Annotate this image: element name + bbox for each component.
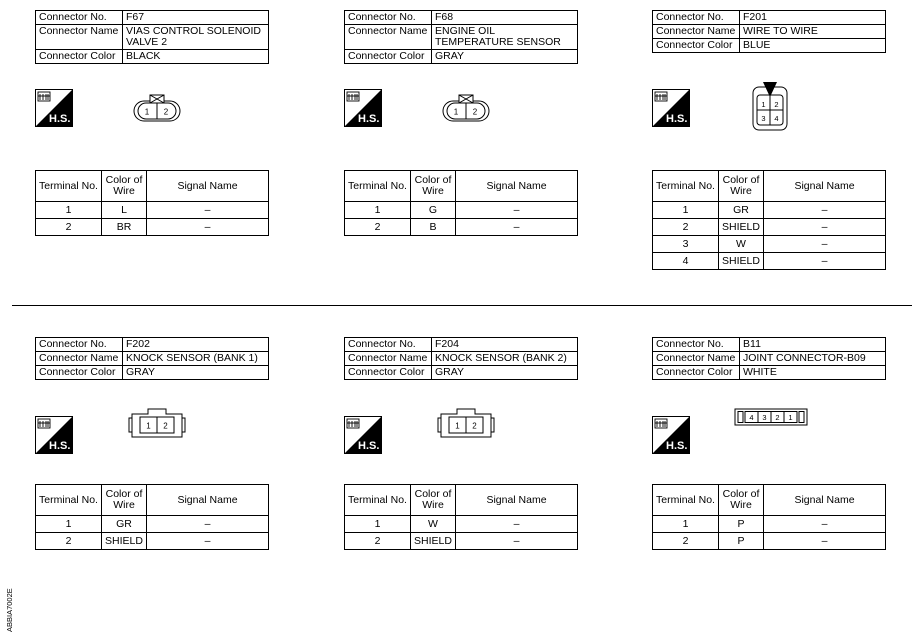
terminal-row [653, 253, 886, 270]
svg-text:2: 2 [472, 107, 478, 117]
connector-name-label: Connector Name [653, 25, 740, 39]
terminal-no: 2 [653, 533, 719, 550]
terminal-no-header: Terminal No. [653, 171, 719, 202]
terminal-no: 3 [653, 236, 719, 253]
connector-color-value: GRAY [432, 50, 578, 64]
terminal-no-header: Terminal No. [345, 485, 411, 516]
signal-name: – [456, 202, 578, 219]
signal-name: – [764, 533, 886, 550]
harness-side-icon [344, 89, 382, 127]
svg-text:1: 1 [788, 413, 793, 422]
connector-face-icon [133, 93, 183, 130]
hs-label: H.S. [666, 440, 688, 452]
connector-color-label: Connector Color [653, 366, 740, 380]
svg-text:2: 2 [163, 107, 169, 117]
connector-no-value: F67 [123, 11, 269, 25]
wire-color-header: Color of Wire [719, 171, 764, 202]
connector-face-icon [442, 93, 492, 130]
signal-name: – [456, 533, 578, 550]
connector-block-f201 [652, 10, 892, 267]
terminal-no: 1 [653, 202, 719, 219]
connector-no-value: F68 [432, 11, 578, 25]
connector-no-label: Connector No. [36, 338, 123, 352]
connector-block-f204 [344, 337, 584, 577]
wire-color-header: Color of Wire [102, 171, 147, 202]
wire-color: W [719, 236, 764, 253]
connector-block-f67 [35, 10, 275, 250]
terminal-table [35, 170, 269, 236]
terminal-table [344, 484, 578, 550]
connector-color-label: Connector Color [345, 366, 432, 380]
svg-text:2: 2 [775, 413, 780, 422]
connector-name-label: Connector Name [653, 352, 740, 366]
signal-name: – [764, 202, 886, 219]
connector-color-label: Connector Color [345, 50, 432, 64]
connector-info-table [344, 337, 578, 380]
connector-no-label: Connector No. [345, 338, 432, 352]
connector-face-icon [734, 407, 808, 432]
connector-info-table [35, 10, 269, 64]
terminal-no: 2 [653, 219, 719, 236]
figure-code [4, 582, 14, 632]
connector-face-icon [752, 81, 788, 136]
terminal-table [35, 484, 269, 550]
terminal-row [345, 533, 578, 550]
connector-info-table [652, 337, 886, 380]
wire-color-header: Color of Wire [411, 171, 456, 202]
connector-name-value: KNOCK SENSOR (BANK 2) [432, 352, 578, 366]
svg-text:2: 2 [472, 421, 477, 431]
svg-text:1: 1 [146, 421, 151, 431]
wire-color: P [719, 516, 764, 533]
connector-name-label: Connector Name [345, 25, 432, 50]
terminal-row [345, 202, 578, 219]
terminal-row [653, 202, 886, 219]
connector-block-b11 [652, 337, 892, 577]
svg-text:1: 1 [761, 100, 766, 109]
wire-color: GR [719, 202, 764, 219]
harness-side-icon [652, 416, 690, 454]
terminal-row [36, 516, 269, 533]
terminal-row [653, 236, 886, 253]
wire-color: SHIELD [719, 253, 764, 270]
connector-no-value: F204 [432, 338, 578, 352]
terminal-no: 1 [345, 202, 411, 219]
signal-name-header: Signal Name [147, 171, 269, 202]
connector-name-value: WIRE TO WIRE [740, 25, 886, 39]
connector-name-label: Connector Name [36, 352, 123, 366]
signal-name: – [147, 219, 269, 236]
hs-label: H.S. [49, 113, 71, 125]
signal-name: – [147, 533, 269, 550]
connector-color-label: Connector Color [36, 366, 123, 380]
terminal-no-header: Terminal No. [36, 485, 102, 516]
connector-no-value: F202 [123, 338, 269, 352]
signal-name-header: Signal Name [456, 485, 578, 516]
terminal-row [345, 219, 578, 236]
terminal-no: 2 [345, 533, 411, 550]
terminal-table [344, 170, 578, 236]
connector-color-value: BLUE [740, 39, 886, 53]
svg-text:3: 3 [762, 413, 767, 422]
harness-side-icon [35, 416, 73, 454]
terminal-no: 1 [36, 202, 102, 219]
terminal-no: 1 [653, 516, 719, 533]
signal-name: – [147, 202, 269, 219]
svg-text:2: 2 [163, 421, 168, 431]
connector-name-label: Connector Name [345, 352, 432, 366]
signal-name: – [764, 219, 886, 236]
terminal-row [653, 533, 886, 550]
connector-face-icon [437, 406, 495, 445]
signal-name: – [764, 236, 886, 253]
signal-name-header: Signal Name [764, 171, 886, 202]
section-divider [12, 305, 912, 306]
connector-no-label: Connector No. [653, 338, 740, 352]
wire-color: SHIELD [102, 533, 147, 550]
terminal-no-header: Terminal No. [36, 171, 102, 202]
harness-side-icon [652, 89, 690, 127]
terminal-table [652, 170, 886, 270]
connector-color-value: GRAY [123, 366, 269, 380]
connector-info-table [35, 337, 269, 380]
signal-name-header: Signal Name [456, 171, 578, 202]
harness-side-icon [35, 89, 73, 127]
connector-color-value: BLACK [123, 50, 269, 64]
wire-color: BR [102, 219, 147, 236]
connector-name-value: VIAS CONTROL SOLENOID VALVE 2 [123, 25, 269, 50]
connector-name-label: Connector Name [36, 25, 123, 50]
harness-side-icon [344, 416, 382, 454]
terminal-no-header: Terminal No. [653, 485, 719, 516]
connector-color-label: Connector Color [36, 50, 123, 64]
connector-color-label: Connector Color [653, 39, 740, 53]
svg-text:1: 1 [455, 421, 460, 431]
terminal-row [36, 533, 269, 550]
wire-color: P [719, 533, 764, 550]
terminal-no: 1 [36, 516, 102, 533]
connector-face-icon [128, 406, 186, 445]
svg-text:4: 4 [774, 114, 779, 123]
connector-color-value: WHITE [740, 366, 886, 380]
terminal-row [345, 516, 578, 533]
connector-block-f202 [35, 337, 275, 577]
wire-color-header: Color of Wire [102, 485, 147, 516]
terminal-no: 2 [345, 219, 411, 236]
terminal-no: 2 [36, 533, 102, 550]
terminal-row [653, 219, 886, 236]
hs-label: H.S. [358, 113, 380, 125]
svg-text:2: 2 [774, 100, 779, 109]
svg-text:ABBIA7002E: ABBIA7002E [5, 588, 14, 632]
connector-name-value: KNOCK SENSOR (BANK 1) [123, 352, 269, 366]
hs-label: H.S. [666, 113, 688, 125]
wire-color-header: Color of Wire [719, 485, 764, 516]
signal-name: – [456, 516, 578, 533]
signal-name: – [764, 253, 886, 270]
svg-text:4: 4 [749, 413, 754, 422]
connector-info-table [344, 10, 578, 64]
signal-name: – [764, 516, 886, 533]
connector-no-label: Connector No. [345, 11, 432, 25]
terminal-no: 4 [653, 253, 719, 270]
terminal-row [36, 202, 269, 219]
terminal-no: 1 [345, 516, 411, 533]
wire-color: GR [102, 516, 147, 533]
connector-info-table [652, 10, 886, 53]
wire-color: G [411, 202, 456, 219]
terminal-row [36, 219, 269, 236]
connector-no-label: Connector No. [36, 11, 123, 25]
terminal-row [653, 516, 886, 533]
connector-no-value: F201 [740, 11, 886, 25]
signal-name: – [456, 219, 578, 236]
connector-color-value: GRAY [432, 366, 578, 380]
signal-name-header: Signal Name [147, 485, 269, 516]
terminal-no: 2 [36, 219, 102, 236]
connector-no-label: Connector No. [653, 11, 740, 25]
svg-text:1: 1 [144, 107, 150, 117]
connector-name-value: ENGINE OIL TEMPERATURE SENSOR [432, 25, 578, 50]
connector-name-value: JOINT CONNECTOR-B09 [740, 352, 886, 366]
wire-color: L [102, 202, 147, 219]
wire-color: W [411, 516, 456, 533]
hs-label: H.S. [49, 440, 71, 452]
wire-color: B [411, 219, 456, 236]
signal-name: – [147, 516, 269, 533]
wire-color: SHIELD [411, 533, 456, 550]
svg-text:1: 1 [453, 107, 459, 117]
wire-color-header: Color of Wire [411, 485, 456, 516]
terminal-no-header: Terminal No. [345, 171, 411, 202]
connector-no-value: B11 [740, 338, 886, 352]
wire-color: SHIELD [719, 219, 764, 236]
terminal-table [652, 484, 886, 550]
hs-label: H.S. [358, 440, 380, 452]
svg-text:3: 3 [761, 114, 766, 123]
connector-block-f68 [344, 10, 584, 250]
signal-name-header: Signal Name [764, 485, 886, 516]
